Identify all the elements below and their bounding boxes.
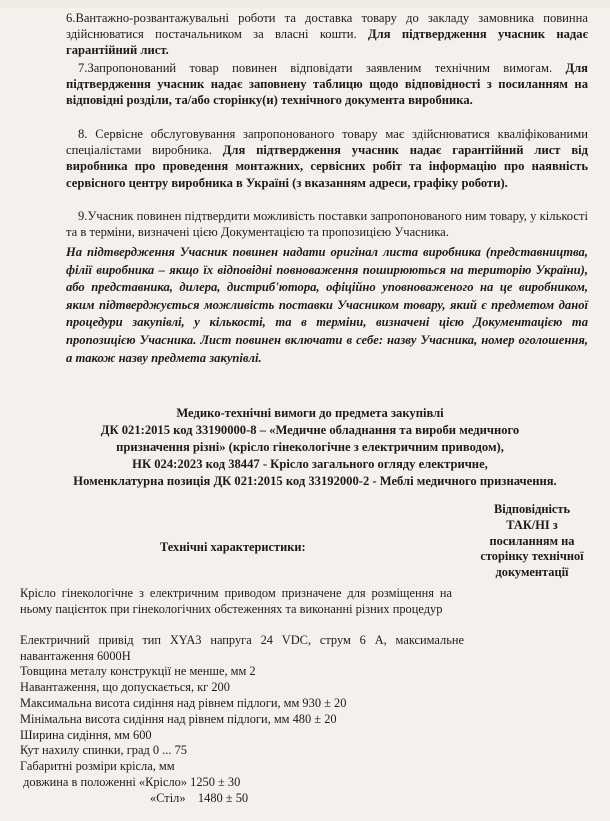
item-7-bold: Для підтвердження учасник надає заповнену таблицю щодо відповідності з посиланням на відповідні розділи, та/або сторінку(и) технічного документа виробника. <box>66 61 588 108</box>
compliance-header-line: документації <box>495 565 569 580</box>
item-8-text: 8. Сервісне обслуговування запропонованого товару має здійснюватися кваліфікованими спеціалістами виробника. <box>66 127 588 158</box>
compliance-header-line: сторінку технічної <box>480 549 584 564</box>
compliance-header <box>462 502 602 581</box>
spec-row: «Стіл» 1480 ± 50 <box>150 791 249 805</box>
spec-row: Мінімальна висота сидіння над рівнем підлоги, мм 480 ± 20 <box>20 712 337 726</box>
spec-row: Навантаження, що допускається, кг 200 <box>20 680 230 694</box>
item-6-text: 6.Вантажно-розвантажувальні роботи та доставка товару до закладу замовника повинна здійснюватися постачальником за власні кошти. <box>66 11 588 42</box>
compliance-header-line: ТАК/НІ з <box>506 517 558 532</box>
spec-drive: Електричний привід тип XYA3 напруга 24 VDC, струм 6 A, максимальне навантаження 6000Н <box>20 633 464 663</box>
compliance-header-line: Відповідність <box>493 502 571 516</box>
item-9 <box>66 208 588 240</box>
tech-spec-header: Технічні характеристики: <box>160 540 306 554</box>
title-line-5: Номенклатурна позиція ДК 021:2015 код 33192000-2 - Меблі медичного призначення. <box>73 474 557 488</box>
spec-row: Кут нахилу спинки, град 0 ... 75 <box>20 743 187 757</box>
spec-row: Габаритні розміри крісла, мм <box>20 759 175 773</box>
spec-row: довжина в положенні «Крісло» 1250 ± 30 <box>20 775 241 789</box>
title-line-3: призначення різні» (крісло гінекологічне з електричним приводом), <box>116 440 504 454</box>
item-6 <box>66 10 588 59</box>
spec-row: Ширина сидіння, мм 600 <box>20 728 152 742</box>
spec-row: Максимальна висота сидіння над рівнем підлоги, мм 930 ± 20 <box>20 696 347 710</box>
item-8 <box>66 126 588 191</box>
item-7 <box>66 60 588 109</box>
item-6-bold: Для підтвердження учасник надає гарантійний лист. <box>66 27 589 58</box>
compliance-header-line: посиланням на <box>489 533 575 548</box>
confirmation-paragraph: На підтвердження Учасник повинен надати оригінал листа виробника (представництва, філії виробника – якщо їх відповідні повноваження поширюються на територію України), або представника, дилера, дистриб'ютора, офіційно уповноваженого на це виробником, яким підтверджується можливість поставки Учасником товару, який є предметом даної процедури закупівлі, у кількості, та в терміни, визначені цією Документацією та пропозицією Учасника. Лист повинен включати в себе: назву Учасника, номер оголошення, а також назву предмета закупівлі. <box>66 245 588 365</box>
item-8-bold: Для підтвердження учасник надає гарантійний лист від виробника про проведення монтажних, сервісних робіт та інформацію про наявність сервісного центру виробника в Україні (з вказанням адреси, графіку роботи). <box>66 143 588 190</box>
spec-intro: Крісло гінекологічне з електричним приводом призначене для розміщення на ньому пацієнток при гінекологічних обстеженнях та виконанні різних процедур <box>20 586 452 616</box>
title-line-1: Медико-технічні вимоги до предмета закупівлі <box>176 406 444 420</box>
title-line-4: НК 024:2023 код 38447 - Крісло загального огляду електричне, <box>132 457 488 471</box>
title-line-2: ДК 021:2015 код 33190000-8 – «Медичне обладнання та вироби медичного <box>100 423 520 437</box>
spec-row: Товщина металу конструкції не менше, мм 2 <box>20 664 256 678</box>
item-9-text: 9.Учасник повинен підтвердити можливість поставки запропонованого ним товару, у кількості та в терміни, визначені цією Документацією та пропозицією Учасника. <box>66 209 588 240</box>
scan-edge <box>0 0 610 8</box>
item-7-text: 7.Запропонований товар повинен відповідати заявленим технічним вимогам. <box>78 61 566 75</box>
